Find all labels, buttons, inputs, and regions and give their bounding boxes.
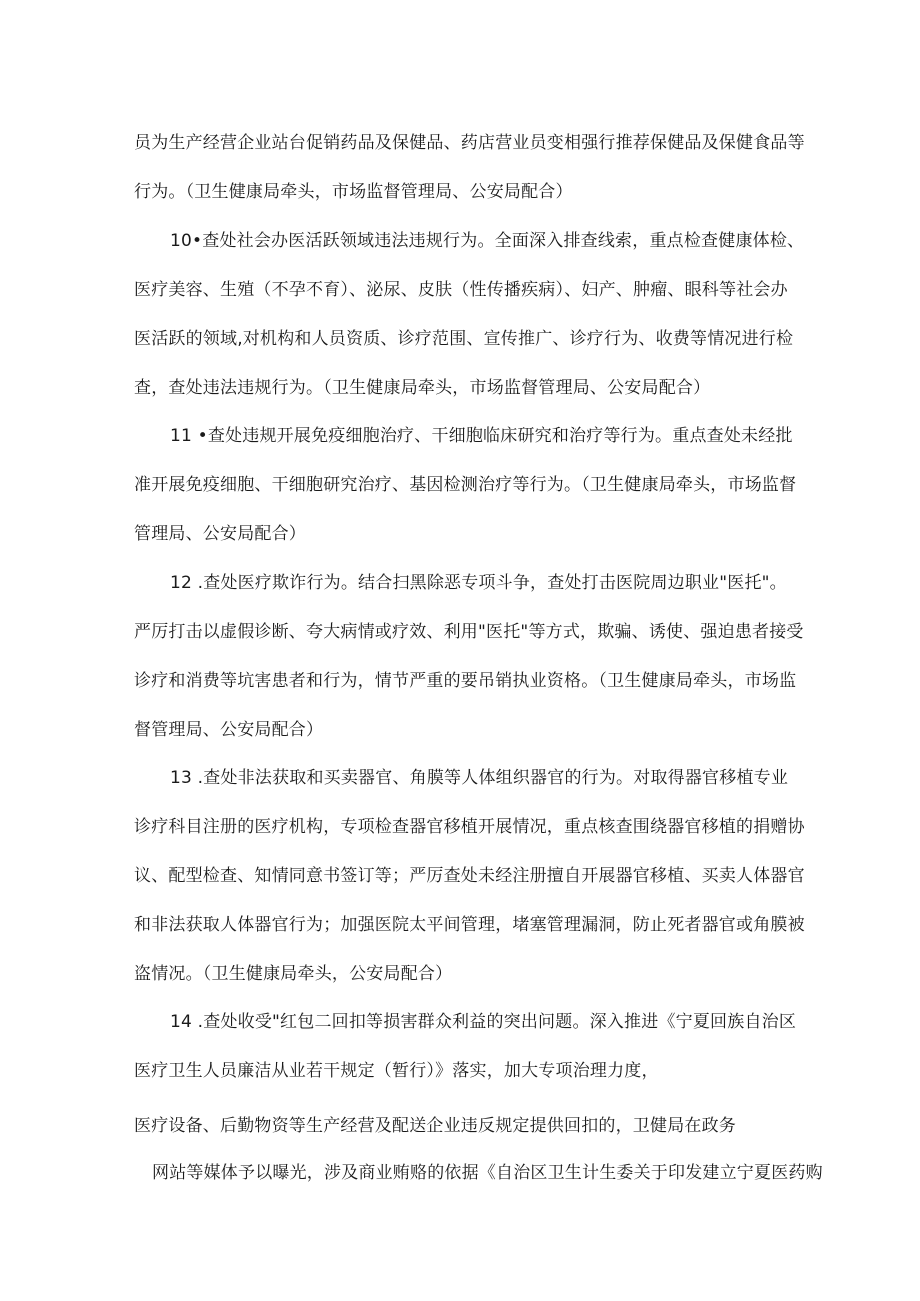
- text-line: 准开展免疫细胞、干细胞研究治疗、基因检测治疗等行为。（卫生健康局牵头，市场监督: [134, 475, 797, 495]
- text-line: 诊疗科目注册的医疗机构，专项检查器官移植开展情况，重点核查围绕器官移植的捐赠协: [134, 817, 805, 837]
- text-line: 盗情况。（卫生健康局牵头，公安局配合）: [134, 964, 453, 984]
- text-line: 议、配型检查、知情同意书签订等；严厉查处未经注册擅自开展器官移植、买卖人体器官: [134, 866, 805, 886]
- paragraph-11-heading: 11 •查处违规开展免疫细胞治疗、干细胞临床研究和治疗等行为。重点查处未经批: [170, 426, 793, 446]
- text-line: 诊疗和消费等坑害患者和行为，情节严重的要吊销执业资格。（卫生健康局牵头，市场监: [134, 671, 797, 691]
- text-line: 严厉打击以虚假诊断、夸大病情或疗效、利用"医托"等方式，欺骗、诱使、强迫患者接受: [134, 622, 804, 642]
- text-line: 医疗卫生人员廉洁从业若干规定（暂行）》落实，加大专项治理力度，: [134, 1061, 659, 1081]
- paragraph-10-heading: 10•查处社会办医活跃领域违法违规行为。全面深入排查线索，重点检查健康体检、: [170, 231, 805, 251]
- text-line: 医疗美容、生殖（不孕不育）、泌尿、皮肤（性传播疾病）、妇产、肿瘤、眼科等社会办: [134, 280, 788, 300]
- text-line: 医活跃的领域,对机构和人员资质、诊疗范围、宣传推广、诊疗行为、收费等情况进行检: [134, 329, 794, 349]
- text-line: 行为。（卫生健康局牵头，市场监督管理局、公安局配合）: [134, 182, 573, 202]
- text-line: 医疗设备、后勤物资等生产经营及配送企业违反规定提供回扣的，卫健局在政务: [134, 1116, 736, 1136]
- text-line: 员为生产经营企业站台促销药品及保健品、药店营业员变相强行推荐保健品及保健食品等: [134, 133, 805, 153]
- text-line: 和非法获取人体器官行为；加强医院太平间管理，堵塞管理漏洞，防止死者器官或角膜被: [134, 915, 805, 935]
- text-line: 管理局、公安局配合）: [134, 524, 306, 544]
- text-line: 网站等媒体予以曝光，涉及商业贿赂的依据《自治区卫生计生委关于印发建立宁夏医药购: [152, 1163, 823, 1183]
- text-line: 督管理局、公安局配合）: [134, 720, 324, 740]
- text-line: 查，查处违法违规行为。（卫生健康局牵头，市场监督管理局、公安局配合）: [134, 378, 711, 398]
- paragraph-14-heading: 14 .查处收受"红包二回扣等损害群众利益的突出问题。深入推进《宁夏回族自治区: [170, 1012, 797, 1032]
- paragraph-12-heading: 12 .查处医疗欺诈行为。结合扫黑除恶专项斗争，查处打击医院周边职业"医托"。: [170, 573, 787, 593]
- paragraph-13-heading: 13 .查处非法获取和买卖器官、角膜等人体组织器官的行为。对取得器官移植专业: [170, 768, 789, 788]
